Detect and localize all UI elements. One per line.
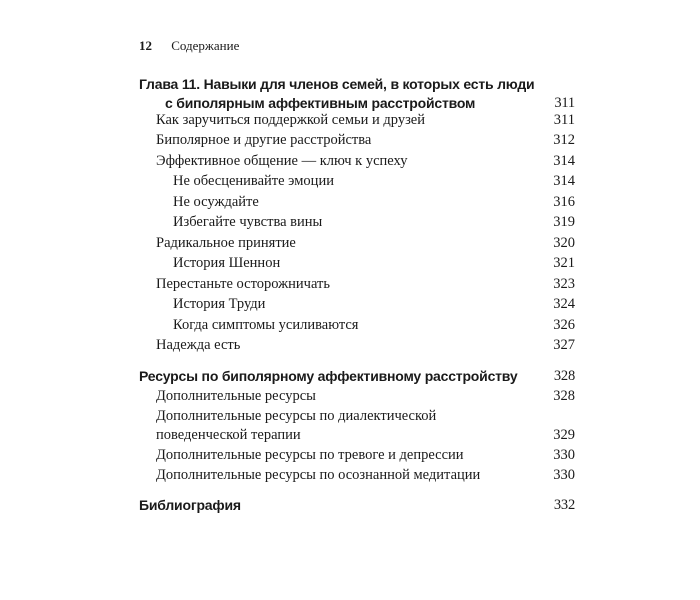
toc-entry: [139, 212, 575, 232]
toc-entry-page: 330: [553, 447, 575, 463]
toc-entry-text: Дополнительные ресурсы по осознанной медитации: [156, 467, 481, 483]
toc-entry: [139, 386, 575, 406]
toc-entry: [139, 445, 575, 465]
toc-entry-page: 311: [554, 95, 575, 111]
toc-entry: [139, 294, 575, 314]
toc-entry-page: 328: [553, 388, 575, 404]
toc-entry-page: 328: [553, 368, 575, 384]
running-head-page-number: 12: [139, 38, 152, 53]
toc-entry-text: Дополнительные ресурсы по диалектической: [156, 408, 437, 424]
toc-entry: [139, 151, 575, 171]
toc-entry-page: 314: [553, 173, 575, 189]
toc-entry-text: Когда симптомы усиливаются: [173, 317, 359, 333]
toc-entry-page: 314: [553, 153, 575, 169]
toc-bibliography-heading: [139, 495, 575, 515]
toc-entry-text: Как заручиться поддержкой семьи и друзей: [156, 112, 426, 128]
toc-entry-text: Надежда есть: [156, 337, 241, 353]
toc-entry-page: 319: [553, 214, 575, 230]
toc-entry-text: История Труди: [173, 296, 266, 312]
toc-entry-text: с биполярным аффективным расстройством: [165, 95, 476, 111]
toc-entry-page: 311: [553, 112, 575, 128]
toc-entry: [139, 192, 575, 212]
toc-entry: [139, 425, 575, 445]
toc-entry-page: 323: [553, 276, 575, 292]
toc-entry-text: Перестаньте осторожничать: [156, 276, 330, 292]
toc-entry-page: 321: [553, 255, 575, 271]
toc-entry-page: 329: [553, 427, 575, 443]
toc-entry: [139, 315, 575, 335]
running-head: [139, 38, 239, 54]
toc-chapter-heading: [139, 74, 575, 94]
toc-entry: [139, 253, 575, 273]
toc-entry: [139, 110, 575, 130]
toc-entry-text: Радикальное принятие: [156, 235, 296, 251]
toc-entry: [139, 406, 575, 426]
toc-entry-text: Дополнительные ресурсы: [156, 388, 316, 404]
toc-entry: [139, 130, 575, 150]
toc-entry-text: Глава 11. Навыки для членов семей, в которых есть люди: [139, 76, 535, 92]
toc-entry-page: 324: [553, 296, 575, 312]
toc-entry-text: Ресурсы по биполярному аффективному расстройству: [139, 368, 518, 384]
toc-entry: [139, 233, 575, 253]
toc-entry-page: 312: [553, 132, 575, 148]
toc-entry-text: История Шеннон: [173, 255, 281, 271]
toc-entry-page: 326: [553, 317, 575, 333]
toc-entry-text: Эффективное общение — ключ к успеху: [156, 153, 408, 169]
toc-entry-page: 330: [553, 467, 575, 483]
toc-entry-text: Библиография: [139, 497, 241, 513]
toc-entry-text: Избегайте чувства вины: [173, 214, 323, 230]
toc-entry: [139, 465, 575, 485]
toc-entry-text: Биполярное и другие расстройства: [156, 132, 372, 148]
toc-entry-page: 316: [553, 194, 575, 210]
toc-entry-text: поведенческой терапии: [156, 427, 301, 443]
toc-entry-page: 332: [553, 497, 575, 513]
toc-entry-text: Не обесценивайте эмоции: [173, 173, 334, 189]
toc-entry-page: 327: [553, 337, 575, 353]
toc-section-heading: [139, 366, 575, 386]
toc-entry: [139, 335, 575, 355]
toc-entry: [139, 171, 575, 191]
toc-entry-text: Не осуждайте: [173, 194, 259, 210]
toc-entry-text: Дополнительные ресурсы по тревоге и депрессии: [156, 447, 464, 463]
toc-entry-page: 320: [553, 235, 575, 251]
running-head-title: Содержание: [171, 38, 240, 53]
toc-entry: [139, 274, 575, 294]
